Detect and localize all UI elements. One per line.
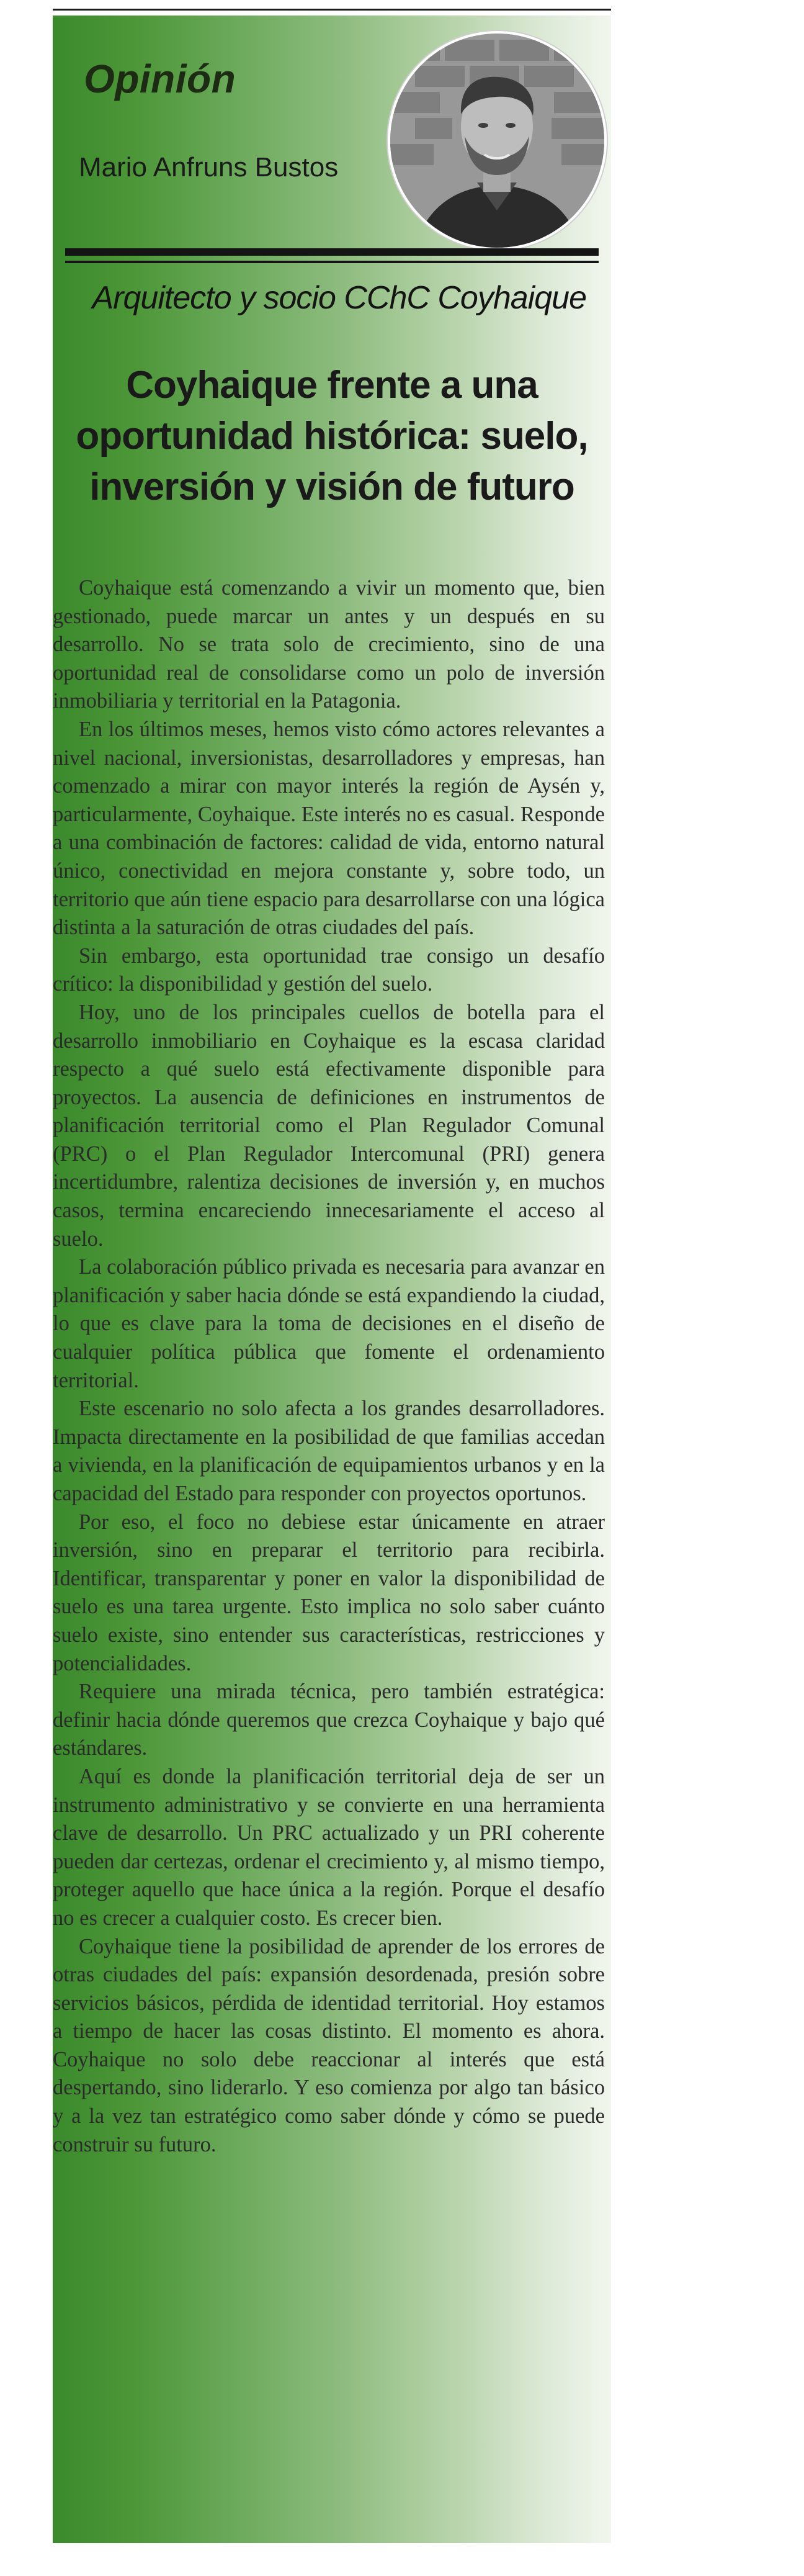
body-paragraph: Hoy, uno de los principales cuellos de botella para el desarrollo inmobiliario en Coyhaique es la escasa claridad respecto a qué suelo está efectivamente disponible para proyectos. La ausencia de definiciones en instrumentos de planificación territorial como el Plan Regulador Comunal (PRC) o el Plan Regulador Intercomunal (PRI) genera incertidumbre, ralentiza decisiones de inversión y, en muchos casos, termina encareciendo innecesariamente el acceso al suelo. — [53, 1000, 605, 1251]
column-header — [53, 16, 611, 345]
header-rule-thick — [65, 248, 599, 256]
body-paragraph: Coyhaique tiene la posibilidad de aprender de los errores de otras ciudades del país: expansión desordenada, presión sobre servicios básicos, pérdida de identidad territorial. Hoy estamos a tiempo de hacer las cosas distinto. El momento es ahora. Coyhaique no solo debe reaccionar al interés que está despertando, sino liderarlo. Y eso comienza por algo tan básico y a la vez tan estratégico como saber dónde y cómo se puede construir su futuro. — [53, 1934, 605, 2156]
body-paragraph: En los últimos meses, hemos visto cómo actores relevantes a nivel nacional, inversionistas, desarrolladores y empresas, han comenzado a mirar con mayor interés la región de Aysén y, particularmente, Coyhaique. Este interés no es casual. Responde a una combinación de factores: calidad de vida, entorno natural único, conectividad en mejora constante y, sobre todo, un territorio que aún tiene espacio para desarrollarse con una lógica distinta a la saturación de otras ciudades del país. — [53, 717, 605, 940]
article-body — [53, 574, 605, 2159]
author-portrait — [388, 31, 607, 250]
body-paragraph: Por eso, el foco no debiese estar únicamente en atraer inversión, sino en preparar el territorio para recibirla. Identificar, transparentar y poner en valor la disponibilidad de suelo es una tarea urgente. Esto implica no solo saber cuánto suelo existe, sino entender sus características, restricciones y potencialidades. — [53, 1510, 605, 1675]
body-paragraph: Sin embargo, esta oportunidad trae consigo un desafío crítico: la disponibilidad y gestión del suelo. — [53, 943, 605, 996]
author-name: Mario Anfruns Bustos — [79, 152, 339, 182]
section-label: Opinión — [84, 56, 236, 101]
header-rule-thin — [65, 261, 599, 263]
body-paragraph: Este escenario no solo afecta a los grandes desarrolladores. Impacta directamente en la posibilidad de que familias accedan a vivienda, en la planificación de equipamientos urbanos y en la capacidad del Estado para responder con proyectos oportunos. — [53, 1397, 605, 1505]
article-headline: Coyhaique frente a una oportunidad histórica: suelo, inversión y visión de futuro — [76, 364, 588, 508]
author-role: Arquitecto y socio CChC Coyhaique — [92, 280, 586, 316]
body-paragraph: Coyhaique está comenzando a vivir un momento que, bien gestionado, puede marcar un antes y un después en su desarrollo. No se trata solo de crecimiento, sino de una oportunidad real de consolidarse como un polo de inversión inmobiliaria y territorial en la Patagonia. — [53, 576, 605, 713]
body-paragraph: Requiere una mirada técnica, pero también estratégica: definir hacia dónde queremos que crezca Coyhaique y bajo qué estándares. — [53, 1680, 605, 1760]
opinion-column — [53, 16, 611, 2543]
body-paragraph: Aquí es donde la planificación territorial deja de ser un instrumento administrativo y se convierte en una herramienta clave de desarrollo. Un PRC actualizado y un PRI coherente pueden dar certezas, ordenar el crecimiento y, al mismo tiempo, proteger aquello que hace única a la región. Porque el desafío no es crecer a cualquier costo. Es crecer bien. — [53, 1764, 605, 1930]
body-paragraph: La colaboración público privada es necesaria para avanzar en planificación y saber hacia dónde se está expandiendo la ciudad, lo que es clave para la toma de decisiones en el diseño de cualquier política pública que fomente el ordenamiento territorial. — [53, 1255, 605, 1392]
page-top-rule — [53, 0, 611, 11]
